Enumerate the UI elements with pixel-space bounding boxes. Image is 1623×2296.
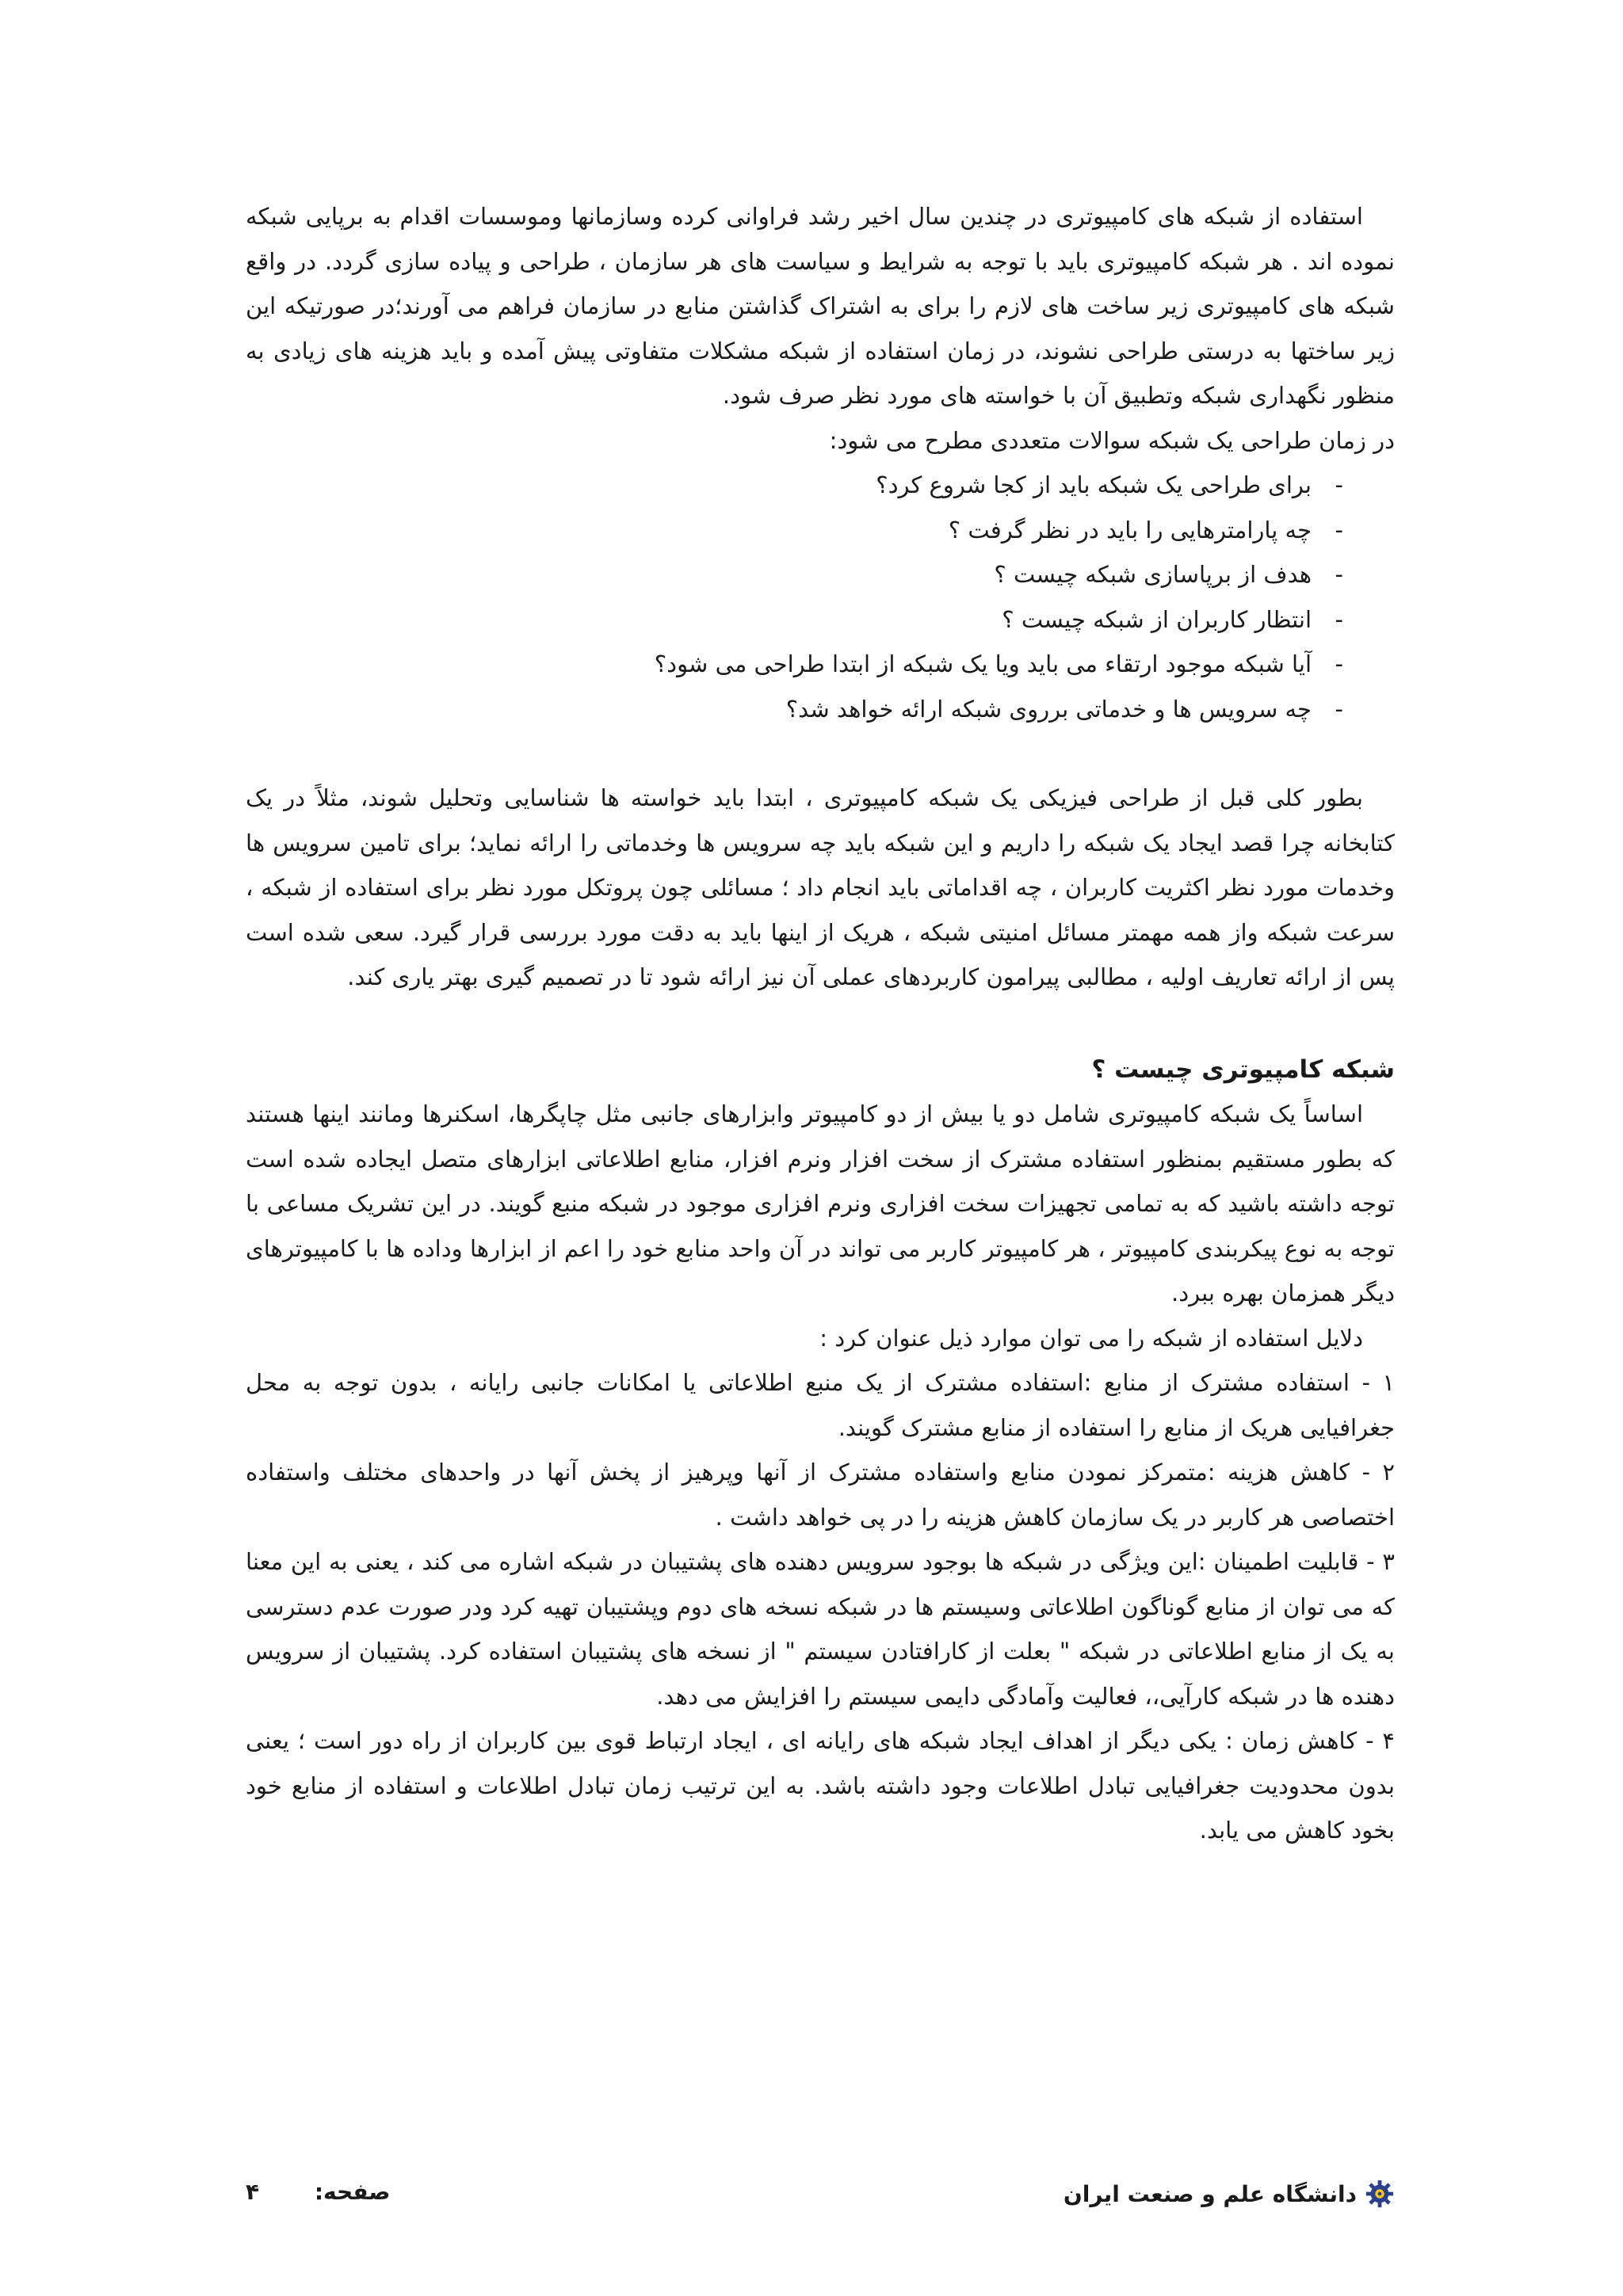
document-body — [246, 194, 1395, 1853]
numbered-item: ۳ - قابلیت اطمینان :این ویژگی در شبکه ها بوجود سرویس دهنده های پشتیبان در شبکه اشاره می کند ، یعنی به این معنا که می توان از منابع گوناگون اطلاعاتی وسیستم ها در شبکه نسخه های دوم وپشتیبان تهیه کرد ودر صورت عدم دسترسی به یک از منابع اطلاعاتی در شبکه " بعلت از کارافتادن سیستم " از نسخه های پشتیبان استفاده کرد. پشتیبان از سرویس دهنده ها در شبکه کارآیی،، فعالیت وآمادگی دایمی سیستم را افزایش می دهد. — [246, 1548, 1395, 1710]
list-item: - انتظار کاربران از شبکه چیست ؟ — [246, 597, 1312, 643]
intro-paragraph-1: استفاده از شبکه های کامپیوتری در چندین سال اخیر رشد فراوانی کرده وسازمانها وموسسات اقدام به برپایی شبکه نموده اند . هر شبکه کامپیوتری باید با توجه به شرایط و سیاست های هر سازمان ، طراحی و پیاده سازی گردد. در واقع شبکه های کامپیوتری زیر ساخت های لازم را برای به اشتراک گذاشتن منابع در سازمان فراهم می آورند؛در صورتیکه این زیر ساختها به درستی طراحی نشوند، در زمان استفاده از شبکه مشکلات متفاوتی پیش آمده و باید هزینه های زیادی به منظور نگهداری شبکه وتطبیق آن با خواسته های مورد نظر صرف شود. — [246, 203, 1395, 409]
list-item: - آیا شبکه موجود ارتقاء می باید ویا یک شبکه از ابتدا طراحی می شود؟ — [246, 642, 1312, 687]
section-heading: شبکه کامپیوتری چیست ؟ — [1091, 1055, 1395, 1084]
list-item: - چه پارامترهایی را باید در نظر گرفت ؟ — [246, 508, 1312, 553]
gear-logo-icon — [1365, 2179, 1395, 2209]
footer-university — [1064, 2179, 1395, 2209]
university-name: دانشگاه علم و صنعت ایران — [1063, 2180, 1357, 2207]
page-number: ۴ — [246, 2179, 260, 2205]
page-label: صفحه: — [314, 2179, 391, 2205]
intro-paragraph-3: بطور کلی قبل از طراحی فیزیکی یک شبکه کامپیوتری ، ابتدا باید خواسته ها شناسایی وتحلیل شوند، مثلاً در یک کتابخانه چرا قصد ایجاد یک شبکه را داریم و این شبکه باید چه سرویس ها وخدماتی را ارائه نماید؛ برای تامین سرویس ها وخدمات مورد نظر اکثریت کاربران ، چه اقداماتی باید انجام داد ؛ مسائلی چون پروتکل مورد نظر برای استفاده از شبکه ، سرعت شبکه واز همه مهمتر مسائل امنیتی شبکه ، هریک از اینها باید به دقت مورد بررسی قرار گیرد. سعی شده است پس از ارائه تعاریف اولیه ، مطالبی پیرامون کاربردهای عملی آن نیز ارائه شود تا در تصمیم گیری بهتر یاری کند. — [246, 784, 1395, 990]
list-item: - برای طراحی یک شبکه باید از کجا شروع کرد؟ — [246, 463, 1312, 508]
intro-paragraph-2: در زمان طراحی یک شبکه سوالات متعددی مطرح می شود: — [829, 426, 1395, 454]
page-footer — [246, 2179, 1395, 2218]
numbered-item: ۲ - کاهش هزینه :متمرکز نمودن منابع واستفاده مشترک از آنها وپرهیز از پخش آنها در واحدهای مختلف واستفاده اختصاصی هر کاربر در یک سازمان کاهش هزینه را در پی خواهد داشت . — [246, 1459, 1395, 1531]
section-paragraph-2: دلایل استفاده از شبکه را می توان موارد ذیل عنوان کرد : — [819, 1324, 1363, 1352]
list-item: - چه سرویس ها و خدماتی برروی شبکه ارائه خواهد شد؟ — [246, 687, 1312, 732]
question-list — [246, 463, 1395, 731]
page-indicator — [246, 2179, 390, 2205]
list-item: - هدف از برپاسازی شبکه چیست ؟ — [246, 552, 1312, 597]
numbered-item: ۴ - کاهش زمان : یکی دیگر از اهداف ایجاد شبکه های رایانه ای ، ایجاد ارتباط قوی بین کاربران از راه دور است ؛ یعنی بدون محدودیت جغرافیایی تبادل اطلاعات وجود داشته باشد. به این ترتیب زمان تبادل اطلاعات و استفاده از منابع خود بخود کاهش می یابد. — [246, 1727, 1395, 1844]
section-paragraph-1: اساساً یک شبکه کامپیوتری شامل دو یا بیش از دو کامپیوتر وابزارهای جانبی مثل چاپگرها، اسکنرها ومانند اینها هستند که بطور مستقیم بمنظور استفاده مشترک از سخت افزار ونرم افزار، منابع اطلاعاتی ابزارهای متصل ایجاده شده است توجه داشته باشید که به تمامی تجهیزات سخت افزاری ونرم افزاری موجود در شبکه منبع گویند. در این تشریک مساعی با توجه به نوع پیکربندی کامپیوتر ، هر کامپیوتر کاربر می تواند در آن واحد منابع خود را اعم از ابزارها وداده ها با کامپیوترهای دیگر همزمان بهره ببرد. — [246, 1100, 1395, 1306]
numbered-item: ۱ - استفاده مشترک از منابع :استفاده مشترک از یک منبع اطلاعاتی یا امکانات جانبی رایانه ، بدون توجه به محل جغرافیایی هریک از منابع را استفاده از منابع مشترک گویند. — [246, 1369, 1395, 1441]
